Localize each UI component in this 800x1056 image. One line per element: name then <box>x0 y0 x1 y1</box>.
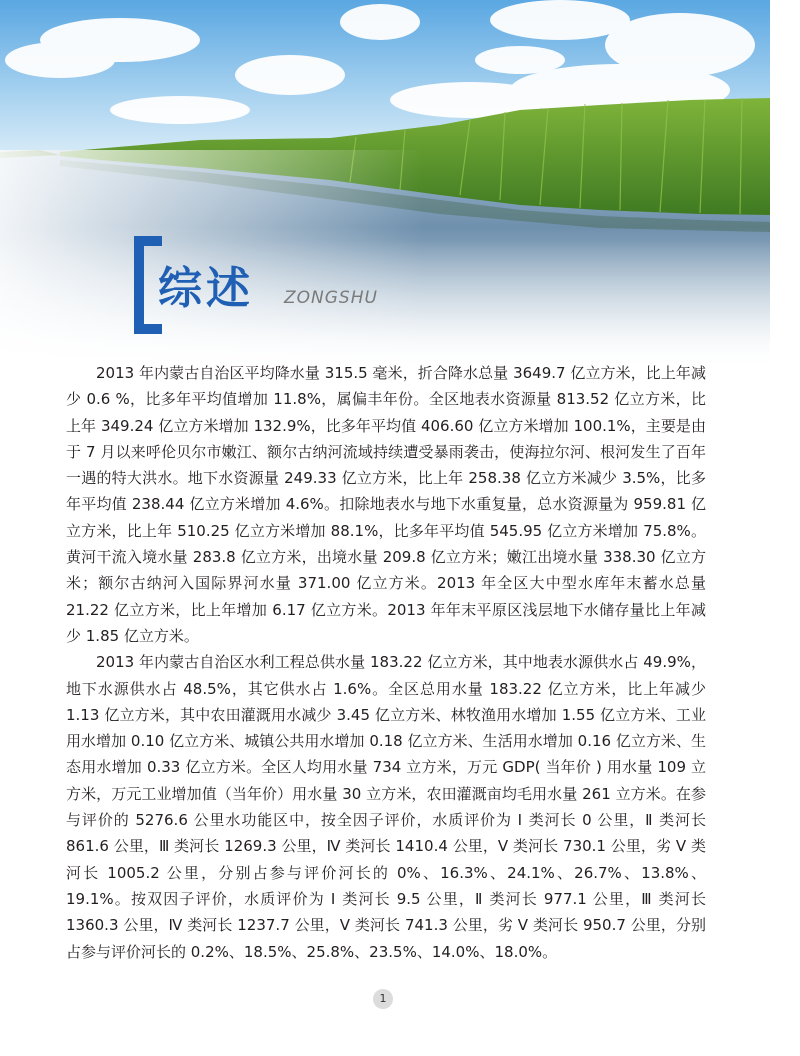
section-title: 综述 <box>158 263 254 314</box>
paragraph-water-supply-quality: 2013 年内蒙古自治区水利工程总供水量 183.22 亿立方米，其中地表水源供水占 49.9%，地下水源供水占 48.5%，其它供水占 1.6%。全区总用水量 183.22 亿立方米，比上年减少 1.13 亿立方米，其中农田灌溉用水减少 3.45 亿立方米、林牧渔用水增加 1.55 亿立方米、工业用水增加 0.10 亿立方米、城镇公共用水增加 0.18 亿立方米、生活用水增加 0.16 亿立方米、生态用水增加 0.33 亿立方米。全区人均用水量 734 立方米，万元 GDP( 当年价 ) 用水量 109 立方米，万元工业增加值（当年价）用水量 30 立方米，农田灌溉亩均毛用水量 261 立方米。在参与评价的 5276.6 公里水功能区中，按全因子评价，水质评价为 Ⅰ 类河长 0 公里，Ⅱ 类河长 861.6 公里，Ⅲ 类河长 1269.3 公里，Ⅳ 类河长 1410.4 公里，Ⅴ 类河长 730.1 公里，劣 Ⅴ 类河长 1005.2 公里，分别占参与评价河长的 0%、16.3%、24.1%、26.7%、13.8%、19.1%。按双因子评价，水质评价为 Ⅰ 类河长 9.5 公里，Ⅱ 类河长 977.1 公里，Ⅲ 类河长 1360.3 公里，Ⅳ 类河长 1237.7 公里，Ⅴ 类河长 741.3 公里，劣 Ⅴ 类河长 950.7 公里，分别占参与评价河长的 0.2%、18.5%、25.8%、23.5%、14.0%、18.0%。 <box>66 653 706 961</box>
page-number: 1 <box>373 989 393 1009</box>
body-text <box>66 360 706 965</box>
section-title-pinyin: ZONGSHU <box>284 288 378 308</box>
page-margin-strip <box>770 0 800 1056</box>
paragraph-water-resources: 2013 年内蒙古自治区平均降水量 315.5 毫米，折合降水总量 3649.7 亿立方米，比上年减少 0.6 %，比多年平均值增加 11.8%，属偏丰年份。全区地表水资源量 813.52 亿立方米，比上年 349.24 亿立方米增加 132.9%，比多年平均值 406.60 亿立方米增加 100.1%，主要是由于 7 月以来呼伦贝尔市嫩江、额尔古纳河流域持续遭受暴雨袭击，使海拉尔河、根河发生了百年一遇的特大洪水。地下水资源量 249.33 亿立方米，比上年 258.38 亿立方米减少 3.5%，比多年平均值 238.44 亿立方米增加 4.6%。扣除地表水与地下水重复量，总水资源量为 959.81 亿立方米，比上年 510.25 亿立方米增加 88.1%，比多年平均值 545.95 亿立方米增加 75.8%。黄河干流入境水量 283.8 亿立方米，出境水量 209.8 亿立方米；嫩江出境水量 338.30 亿立方米；额尔古纳河入国际界河水量 371.00 亿立方米。2013 年全区大中型水库年末蓄水总量 21.22 亿立方米，比上年增加 6.17 亿立方米。2013 年年末平原区浅层地下水储存量比上年减少 1.85 亿立方米。 <box>66 364 706 645</box>
section-header <box>134 236 434 336</box>
